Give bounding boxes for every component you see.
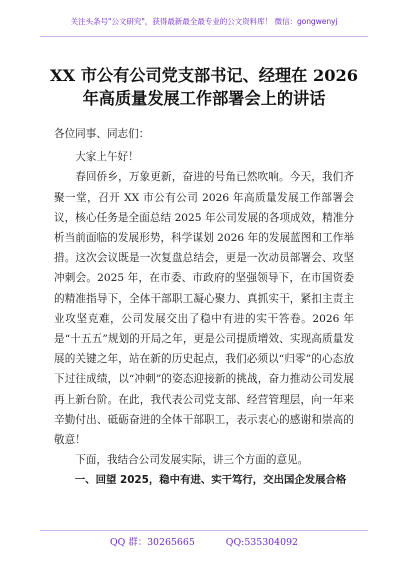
footer-divider	[40, 530, 368, 531]
salutation: 各位同事、同志们：	[54, 128, 150, 140]
footer-qq: QQ:535304092	[225, 537, 299, 548]
document-title	[40, 64, 368, 110]
section-heading: 一、回望 2025，稳中有进、实干笃行，交出国企发展合格	[74, 474, 347, 487]
body-paragraph: 春回侨乡，万象更新，奋进的号角已然吹响。今天，我们齐聚一堂，召开 XX 市公有公司 2026 年高质量发展工作部署会议，核心任务是全面总结 2025 年公司发展的各项成效，精准分析当前面临的发展形势，科学谋划 2026 年的发展蓝图和工作举措。这次会议既是一次复盘总结会，更是一次动员部署会、攻坚冲刺会。2025 年，在市委、市政府的坚强领导下，在市国资委的精准指导下，全体干部职工凝心聚力、真抓实干，紧扣主责主业攻坚克难，公司发展交出了稳中有进的实干答卷。2026 年是“十五五”规划的开局之年，更是公司提质增效、实现高质量发展的关键之年，站在新的历史起点，我们必须以“归零”的心态放下过往成绩，以“冲刺”的姿态迎接新的挑战，奋力推动公司发展再上新台阶。在此，我代表公司党支部、经营管理层，向一年来辛勤付出、砥砺奋进的全体干部职工，表示衷心的感谢和崇高的敬意！	[54, 171, 354, 447]
footer	[40, 534, 368, 548]
body-paragraph: 下面，我结合公司发展实际，讲三个方面的意见。	[75, 454, 309, 467]
footer-qq-group: QQ 群：30265665	[109, 537, 195, 548]
document-body	[54, 124, 354, 491]
header-divider	[40, 36, 368, 37]
title-line-2: 年高质量发展工作部署会上的讲话	[82, 89, 326, 108]
title-line-1: XX 市公有公司党支部书记、经理在 2026	[49, 66, 359, 85]
greeting: 大家上午好！	[75, 151, 139, 164]
header-note: 关注头条号"公文研究"，获得最新最全最专业的公文资料库！ 微信：gongwenyj	[70, 17, 338, 26]
